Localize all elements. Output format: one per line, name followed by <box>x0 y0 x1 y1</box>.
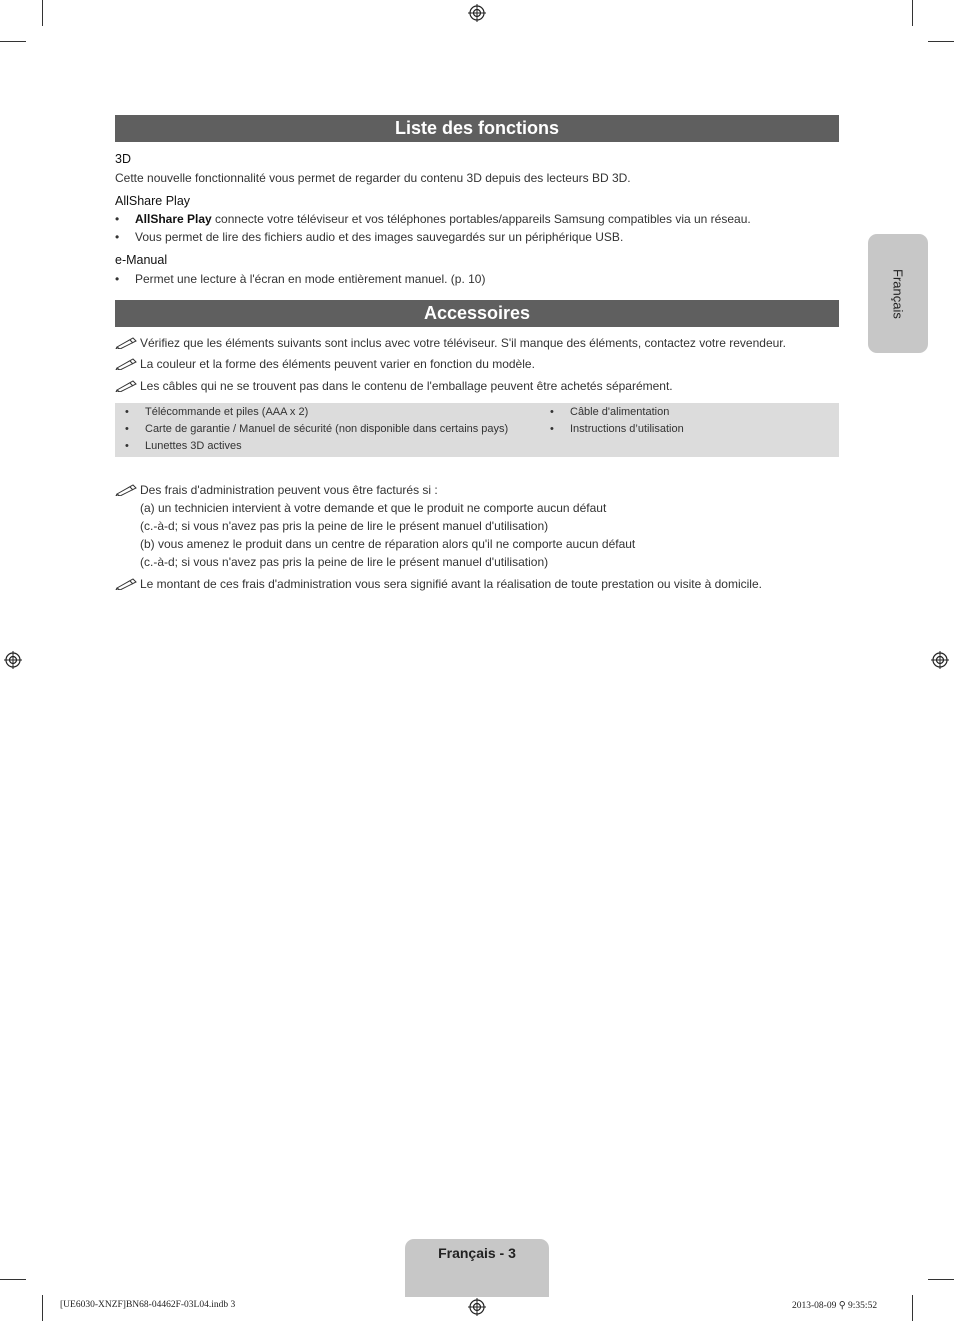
note-text: La couleur et la forme des éléments peuvent varier en fonction du modèle. <box>140 357 535 371</box>
registration-mark-icon <box>468 1298 486 1316</box>
language-side-tab-label: Français <box>890 268 906 319</box>
note-line <box>115 378 673 393</box>
note-line <box>115 356 535 371</box>
list-item: • Télécommande et piles (AAA x 2) <box>125 406 309 418</box>
note-line <box>115 335 786 350</box>
note-text: Les câbles qui ne se trouvent pas dans le contenu de l'emballage peuvent être achetés séparément. <box>140 379 673 393</box>
fee-line: (b) vous amenez le produit dans un centre de réparation alors qu'il ne comporte aucun défaut <box>140 537 636 551</box>
feature-heading-emanual: e-Manual <box>115 253 168 267</box>
accessory-text: Instructions d’utilisation <box>570 423 684 435</box>
feature-heading-3d: 3D <box>115 152 131 166</box>
crop-mark <box>42 0 43 26</box>
bullet-bold-text: AllShare Play <box>135 212 212 226</box>
note-text: Le montant de ces frais d'administration vous sera signifié avant la réalisation de toute prestation ou visite à domicile. <box>140 577 762 591</box>
language-side-tab <box>868 234 928 353</box>
list-item: • Permet une lecture à l'écran en mode entièrement manuel. (p. 10) <box>115 272 486 286</box>
crop-mark <box>912 0 913 26</box>
accessory-text: Carte de garantie / Manuel de sécurité (non disponible dans certains pays) <box>145 423 509 435</box>
accessories-section-title: Accessoires <box>115 300 839 327</box>
crop-mark <box>0 1279 26 1280</box>
note-text: Des frais d'administration peuvent vous être facturés si : <box>140 483 438 497</box>
bullet-text: connecte votre téléviseur et vos téléphones portables/appareils Samsung compatibles via un réseau. <box>211 212 751 226</box>
accessories-list-box <box>115 403 839 457</box>
fee-line: (c.-à-d; si vous n'avez pas pris la peine de lire le présent manuel d'utilisation) <box>140 555 549 569</box>
bullet-text: Vous permet de lire des fichiers audio et des images sauvegardés sur un périphérique USB. <box>135 230 624 244</box>
crop-mark <box>42 1295 43 1321</box>
registration-mark-icon <box>4 651 22 669</box>
registration-mark-icon <box>931 651 949 669</box>
features-section-title: Liste des fonctions <box>115 115 839 142</box>
note-line <box>115 576 762 591</box>
pencil-note-icon <box>115 335 138 349</box>
accessory-text: Câble d'alimentation <box>570 406 670 418</box>
list-item: • Lunettes 3D actives <box>125 440 242 452</box>
list-item: • Carte de garantie / Manuel de sécurité (non disponible dans certains pays) <box>125 423 509 435</box>
crop-mark <box>928 41 954 42</box>
accessory-text: Télécommande et piles (AAA x 2) <box>145 406 309 418</box>
note-line <box>115 482 438 497</box>
list-item: • Vous permet de lire des fichiers audio et des images sauvegardés sur un périphérique USB. <box>115 230 624 244</box>
crop-mark <box>0 41 26 42</box>
crop-mark <box>912 1295 913 1321</box>
feature-heading-allshare: AllShare Play <box>115 194 191 208</box>
registration-mark-icon <box>468 4 486 22</box>
pencil-note-icon <box>115 576 138 590</box>
feature-text-3d: Cette nouvelle fonctionnalité vous permet de regarder du contenu 3D depuis des lecteurs BD 3D. <box>115 171 631 185</box>
page-number-label: Français - 3 <box>438 1245 516 1261</box>
list-item: • AllShare Play connecte votre téléviseur et vos téléphones portables/appareils Samsung compatibles via un réseau. <box>115 212 751 226</box>
fee-line: (a) un technicien intervient à votre demande et que le produit ne comporte aucun défaut <box>140 501 607 515</box>
crop-mark <box>928 1279 954 1280</box>
note-text: Vérifiez que les éléments suivants sont inclus avec votre téléviseur. S'il manque des éléments, contactez votre revendeur. <box>140 336 786 350</box>
list-item: • Câble d'alimentation <box>550 406 670 418</box>
list-item: • Instructions d’utilisation <box>550 423 684 435</box>
pencil-note-icon <box>115 378 138 392</box>
accessory-text: Lunettes 3D actives <box>145 440 242 452</box>
bullet-text: Permet une lecture à l'écran en mode entièrement manuel. (p. 10) <box>135 272 486 286</box>
print-slug-date: 2013-08-09 ⚲ 9:35:52 <box>792 1301 878 1311</box>
pencil-note-icon <box>115 356 138 370</box>
page-number-tab <box>405 1239 549 1297</box>
fee-line: (c.-à-d; si vous n'avez pas pris la peine de lire le présent manuel d'utilisation) <box>140 519 549 533</box>
pencil-note-icon <box>115 482 138 496</box>
print-slug-file: [UE6030-XNZF]BN68-04462F-03L04.indb 3 <box>60 1300 236 1310</box>
